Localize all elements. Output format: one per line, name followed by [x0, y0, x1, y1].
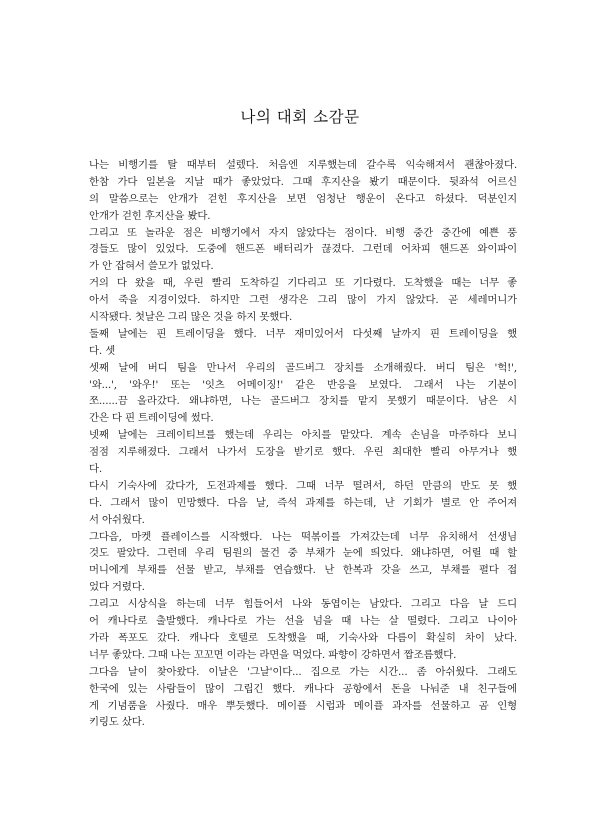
text-line: 경들도 많이 있었다. 도중에 핸드폰 배터리가 끊겼다. 그런데 어차피 핸드폰 와이파이: [89, 243, 517, 256]
text-line: 그리고 시상식을 하는데 너무 힘들어서 나와 동엽이는 남았다. 그리고 다음 날 드디: [89, 598, 517, 611]
text-line: 간은 다 핀 트레이딩에 썼다.: [89, 412, 214, 425]
text-line: 아서 죽을 지경이었다. 하지만 그런 생각은 그리 많이 가지 않았다. 곧 세레머니가: [89, 294, 517, 307]
text-line: 그리고 또 놀라운 점은 비행기에서 자지 않았다는 점이다. 비행 중간 중간에 예쁜 풍: [89, 226, 517, 239]
document-title: 나의 대회 소감문: [240, 108, 360, 126]
text-line: 안개가 걷힌 후지산을 봤다.: [89, 209, 211, 222]
text-line: 그다음, 마켓 플레이스를 시작했다. 나는 떡볶이를 가져갔는데 너무 유치해서 선생님: [89, 530, 517, 543]
text-line: 한국에 있는 사람들이 많이 그립긴 했다. 캐나다 공항에서 돈을 나눠준 내 친구들에: [89, 682, 517, 695]
text-line: 그다음 날이 찾아왔다. 이날은 '그날'이다... 집으로 가는 시간... 좀 아쉬웠다. 그래도: [89, 665, 517, 678]
text-line: 다시 기숙사에 갔다가, 도전과제를 했다. 그때 너무 떨려서, 하던 만큼의 반도 못 했: [89, 479, 517, 492]
text-line: 키링도 샀다.: [89, 716, 145, 729]
text-line: 셋째 날에 버디 팀을 만나서 우리의 골드버그 장치를 소개해줬다. 버디 팀은 '헉!',: [89, 361, 517, 374]
text-line: 서 아쉬웠다.: [89, 513, 145, 526]
text-line: 다. 그래서 많이 민망했다. 다음 날, 즉석 과제를 하는데, 난 기회가 별로 안 주어져: [89, 496, 517, 509]
text-line: '와...', '와우!' 또는 '잇츠 어메이징!' 같은 반응을 보였다. 그래서 나는 기분이: [89, 378, 517, 391]
text-line: 둘째 날에는 핀 트레이딩을 했다. 너무 재미있어서 다섯째 날까지 핀 트레이딩을 했: [89, 327, 517, 340]
text-line: 것도 팔았다. 그런데 우리 팀원의 물건 중 부채가 눈에 띄었다. 왜냐하면, 어릴 때 할: [89, 547, 517, 560]
text-line: 다. 셋: [89, 344, 116, 357]
text-line: 머니에게 부채를 선물 받고, 부채를 연습했다. 난 한복과 갓을 쓰고, 부채를 펼다 접: [89, 564, 517, 577]
text-line: 시작됐다. 첫날은 그리 많은 것을 하지 못했다.: [89, 311, 293, 324]
text-line: 게 기념품을 사줬다. 매우 뿌듯했다. 메이플 시럽과 메이플 과자를 선물하고 곰 인형: [89, 699, 517, 712]
essay-body: [89, 157, 517, 731]
text-line: 한참 가다 일본을 지날 때가 좋았었다. 그때 후지산을 봤기 때문이다. 뒷좌석 어르신: [89, 175, 517, 188]
text-line: 너무 좋았다. 그때 나는 꼬꼬면 이라는 라면을 먹었다. 파향이 강하면서 짭조름했다.: [89, 648, 457, 661]
text-line: 나는 비행기를 탈 때부터 설렜다. 처음엔 지루했는데 갈수록 익숙해져서 괜찮아졌다.: [89, 159, 517, 171]
text-line: 점점 지루해졌다. 그래서 나가서 도장을 받기로 했다. 우린 최대한 빨리 아무거나 했: [89, 446, 517, 459]
text-line: 넷째 날에는 크레이티브를 했는데 우리는 아치를 맡았다. 계속 손님을 마주하다 보니: [89, 429, 517, 442]
text-line: 다.: [89, 463, 103, 476]
text-line: 쪼......끔 올라갔다. 왜냐하면, 나는 골드버그 장치를 맡지 못했기 때문이다. 남은 시: [89, 395, 517, 408]
text-line: 가 안 잡혀서 쓸모가 없었다.: [89, 260, 214, 273]
text-line: 었다 거렸다.: [89, 581, 145, 594]
text-line: 의 말씀으로는 안개가 걷힌 후지산을 보면 엄청난 행운이 온다고 하셨다. 덕분인지: [89, 192, 517, 205]
text-line: 거의 다 왔을 때, 우린 빨리 도착하길 기다리고 또 기다렸다. 도착했을 때는 너무 좋: [89, 277, 517, 290]
text-line: 어 캐나다로 출발했다. 캐나다로 가는 선을 넘을 때 나는 살 떨렸다. 그리고 나이아: [89, 615, 517, 628]
text-line: 가라 폭포도 갔다. 캐나다 호텔로 도착했을 때, 기숙사와 다름이 확실히 차이 났다.: [89, 631, 517, 644]
